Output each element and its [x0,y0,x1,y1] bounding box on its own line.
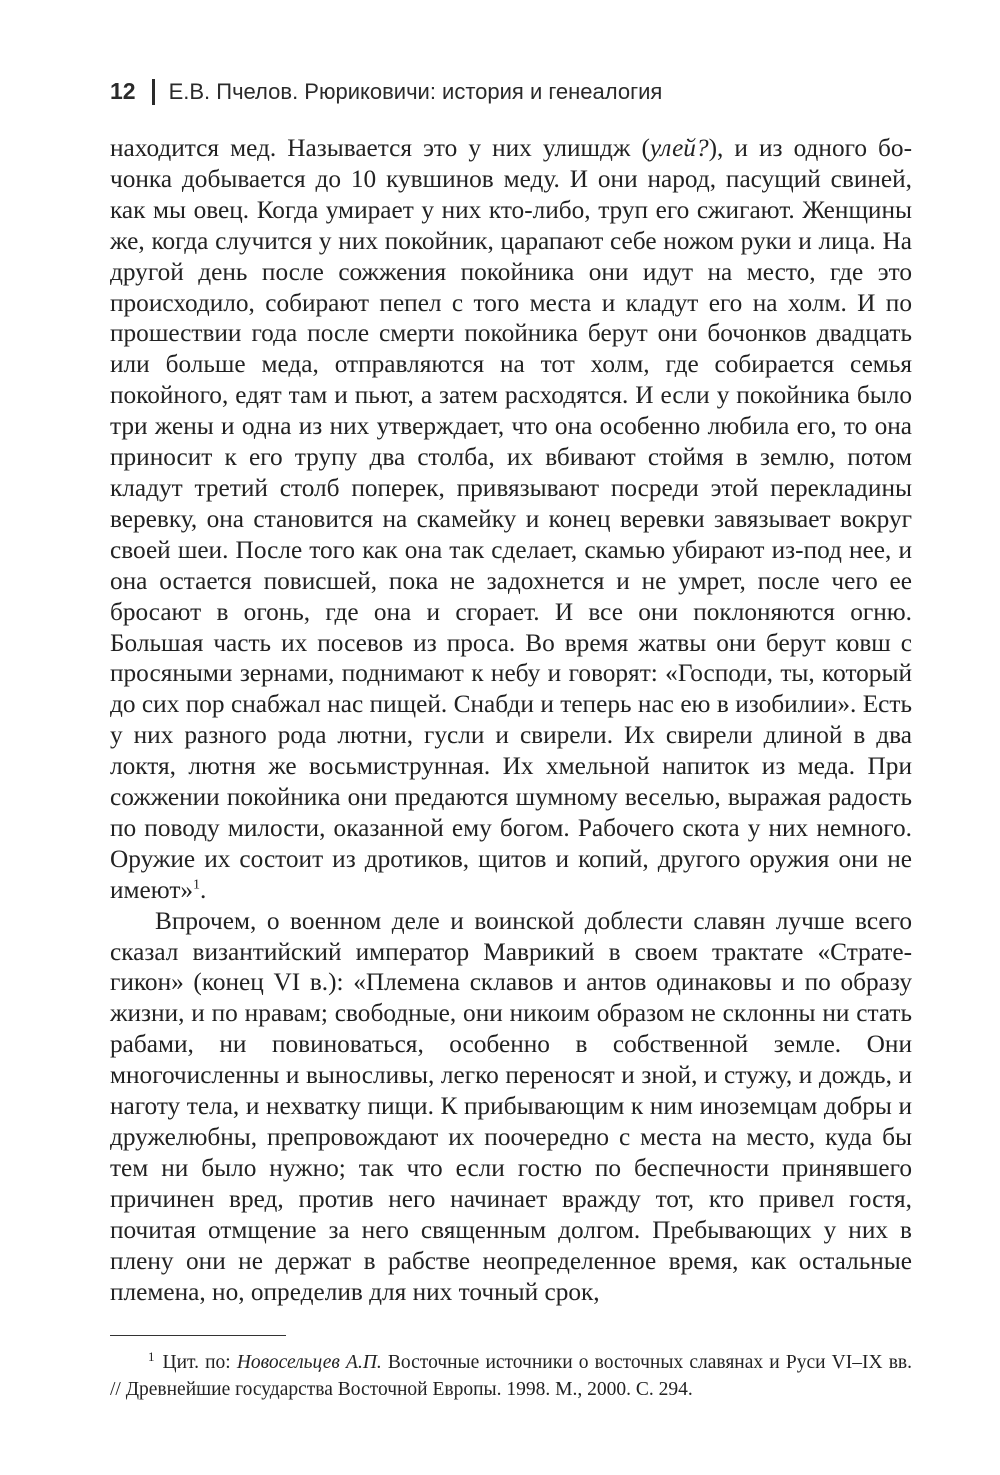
footnote-text [110,1349,912,1403]
footnote-reference: 1 [193,877,201,893]
footnote [110,1349,912,1403]
running-title: Е.В. Пчелов. Рюриковичи: история и генеалогия [168,78,663,104]
header-separator [152,79,155,105]
main-text [110,133,912,1307]
paragraph-2: Впрочем, о военном деле и воинской доблести славян лучше всего сказал византийский император Маврикий в своем трактате «Стратегикон» (конец VI в.): «Племена склавов и антов одинаковы и по образу жизни, и по нравам; свободные, они никоим образом не склонны ни стать рабами, ни повиноваться, особенно в собственной земле. Они многочисленны и выносливы, легко переносят и зной, и стужу, и дождь, и наготу тела, и нехватку пищи. К прибывающим к ним иноземцам добры и дружелюбны, препровождают их поочередно с места на место, куда бы тем ни было нужно; так что если гостю по беспечности принявшего причинен вред, против него начинает вражду тот, кто привел гостя, почитая отмщение за него священным долгом. Пребывающих у них в плену они не держат в рабстве неопределенное время, как остальные племена, но, определив для них точный срок, [110,906,912,1306]
paragraph-1-end: . [200,875,207,904]
paragraph-1 [110,133,912,906]
footnote-mark: 1 [148,1348,155,1364]
running-header [110,78,910,105]
footnote-body: Восточные источники о восточных славянах и Руси VI–IX вв. // Древнейшие государства Восточной Европы. 1998. М., 2000. С. 294. [110,1352,912,1400]
paragraph-1-part-b: ), и из одного бочонка добывается до 10 кувшинов меду. И они народ, пасущий свиней, как мы овец. Когда умирает у них кто-либо, труп его сжигают. Женщины же, когда случится у них покойник, царапают себе ножом руки и лица. На другой день после сожжения покойника они идут на место, где это происходило, собирают пепел с того места и кладут его на холм. И по прошествии года после смерти покойника берут они бочонков двадцать или больше меда, отправляются на тот холм, где собирается семья покойного, едят там и пьют, а затем расходятся. И если у покойника было три жены и одна из них утверждает, что она особенно любила его, то она приносит к его трупу два столба, их вбивают стоймя в землю, потом кладут третий столб поперек, привязывают посреди этой перекладины веревку, она становится на скамейку и конец веревки завязывает вокруг своей шеи. После того как она так сделает, скамью убирают из-под нее, и она остается повисшей, пока не задохнется и не умрет, после чего ее бросают в огонь, где она и сгорает. И все они поклоняются огню. Большая часть их посевов из проса. Во время жатвы они берут ковш с просяными зернами, поднимают к небу и говорят: «Господи, ты, который до сих пор снабжал нас пищей. Снабди и теперь нас ею в изобилии». Есть у них разного рода лютни, гусли и свирели. Их свирели длиной в два локтя, лютня же восьмиструнная. Их хмельной напиток из меда. При сожжении покойника они предаются шумному веселью, выражая радость по поводу милости, оказанной ему богом. Рабочего скота у них немного. Оружие их состоит из дротиков, щитов и копий, другого оружия они не имеют» [110,134,912,904]
footnote-prefix: Цит. по: [162,1352,237,1373]
paragraph-1-italic: улей? [649,134,709,162]
page-number: 12 [110,78,136,104]
footnote-author: Новосельцев А.П. [236,1352,382,1373]
footnote-rule [110,1335,286,1336]
paragraph-1-part-a: находится мед. Называется это у них улишдж ( [110,134,650,162]
